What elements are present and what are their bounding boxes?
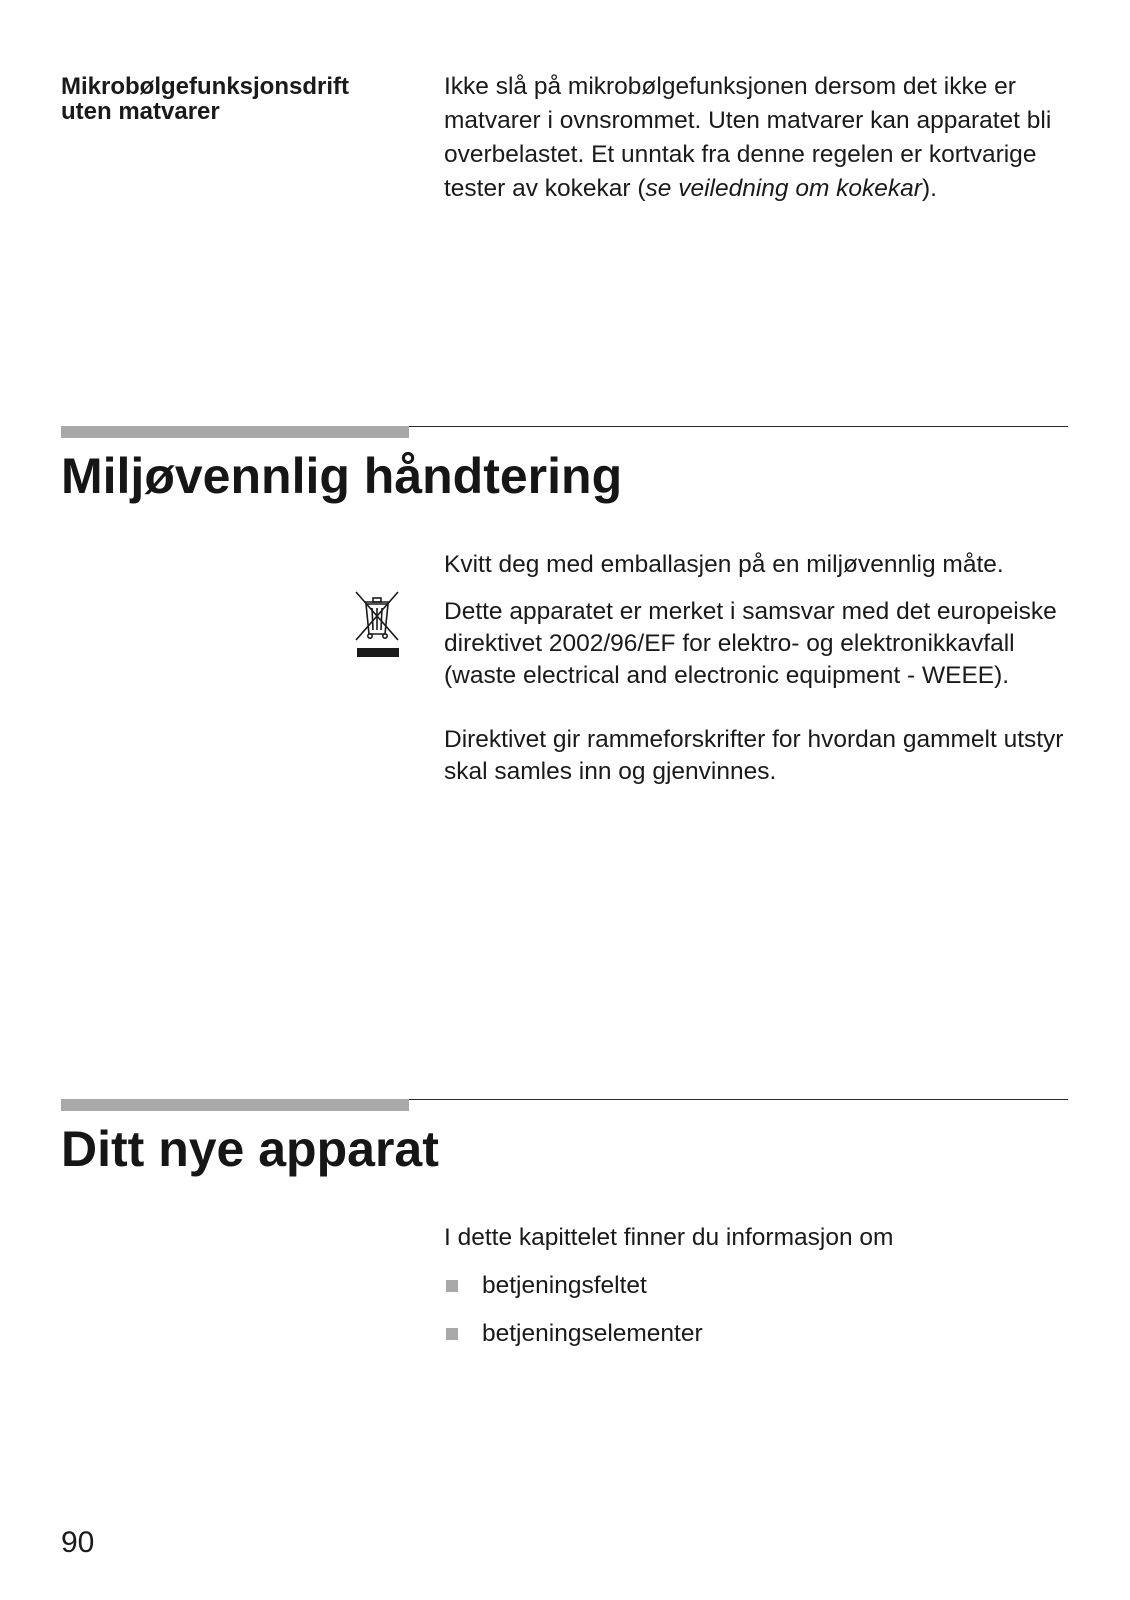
section-title-environment: Miljøvennlig håndtering — [61, 448, 623, 504]
warning-text — [444, 70, 1074, 206]
section-rule-thick — [61, 426, 409, 438]
list-item-label: betjeningsfeltet — [482, 1272, 647, 1299]
section-rule-thick — [61, 1099, 409, 1111]
list-item-label: betjeningselementer — [482, 1320, 703, 1347]
list-item — [444, 1318, 703, 1350]
appliance-topic-list — [444, 1270, 703, 1366]
warning-text-after: ). — [921, 175, 937, 202]
section-rule-thin — [409, 1099, 1068, 1100]
warning-text-before: Ikke slå på mikrobølgefunksjonen dersom det ikke er matvarer i ovnsrommet. Uten matvarer kan apparatet bli overbelastet. Et unntak fra denne regelen er kortvarige tester av kokekar ( — [444, 73, 1052, 202]
weee-crossed-bin-icon — [352, 590, 402, 660]
warning-text-italic: se veiledning om kokekar — [645, 175, 922, 202]
environment-paragraph-3: Direktivet gir rammeforskrifter for hvordan gammelt utstyr skal samles inn og gjenvinnes. — [444, 726, 1064, 785]
square-bullet-icon — [446, 1328, 458, 1340]
section-title-appliance: Ditt nye apparat — [61, 1121, 439, 1177]
list-item — [444, 1270, 703, 1302]
page-number: 90 — [61, 1526, 95, 1559]
environment-paragraph-1: Kvitt deg med emballasjen på en miljøvennlig måte. — [444, 551, 1004, 578]
warning-label: Mikrobølgefunksjonsdrift uten matvarer — [61, 73, 349, 125]
section-rule-thin — [409, 426, 1068, 427]
appliance-intro: I dette kapittelet finner du informasjon om — [444, 1224, 894, 1251]
environment-paragraph-2: Dette apparatet er merket i samsvar med det europeiske direktivet 2002/96/EF for elektro- og elektronikkavfall (waste electrical and electronic equipment - WEEE). — [444, 598, 1057, 689]
square-bullet-icon — [446, 1280, 458, 1292]
